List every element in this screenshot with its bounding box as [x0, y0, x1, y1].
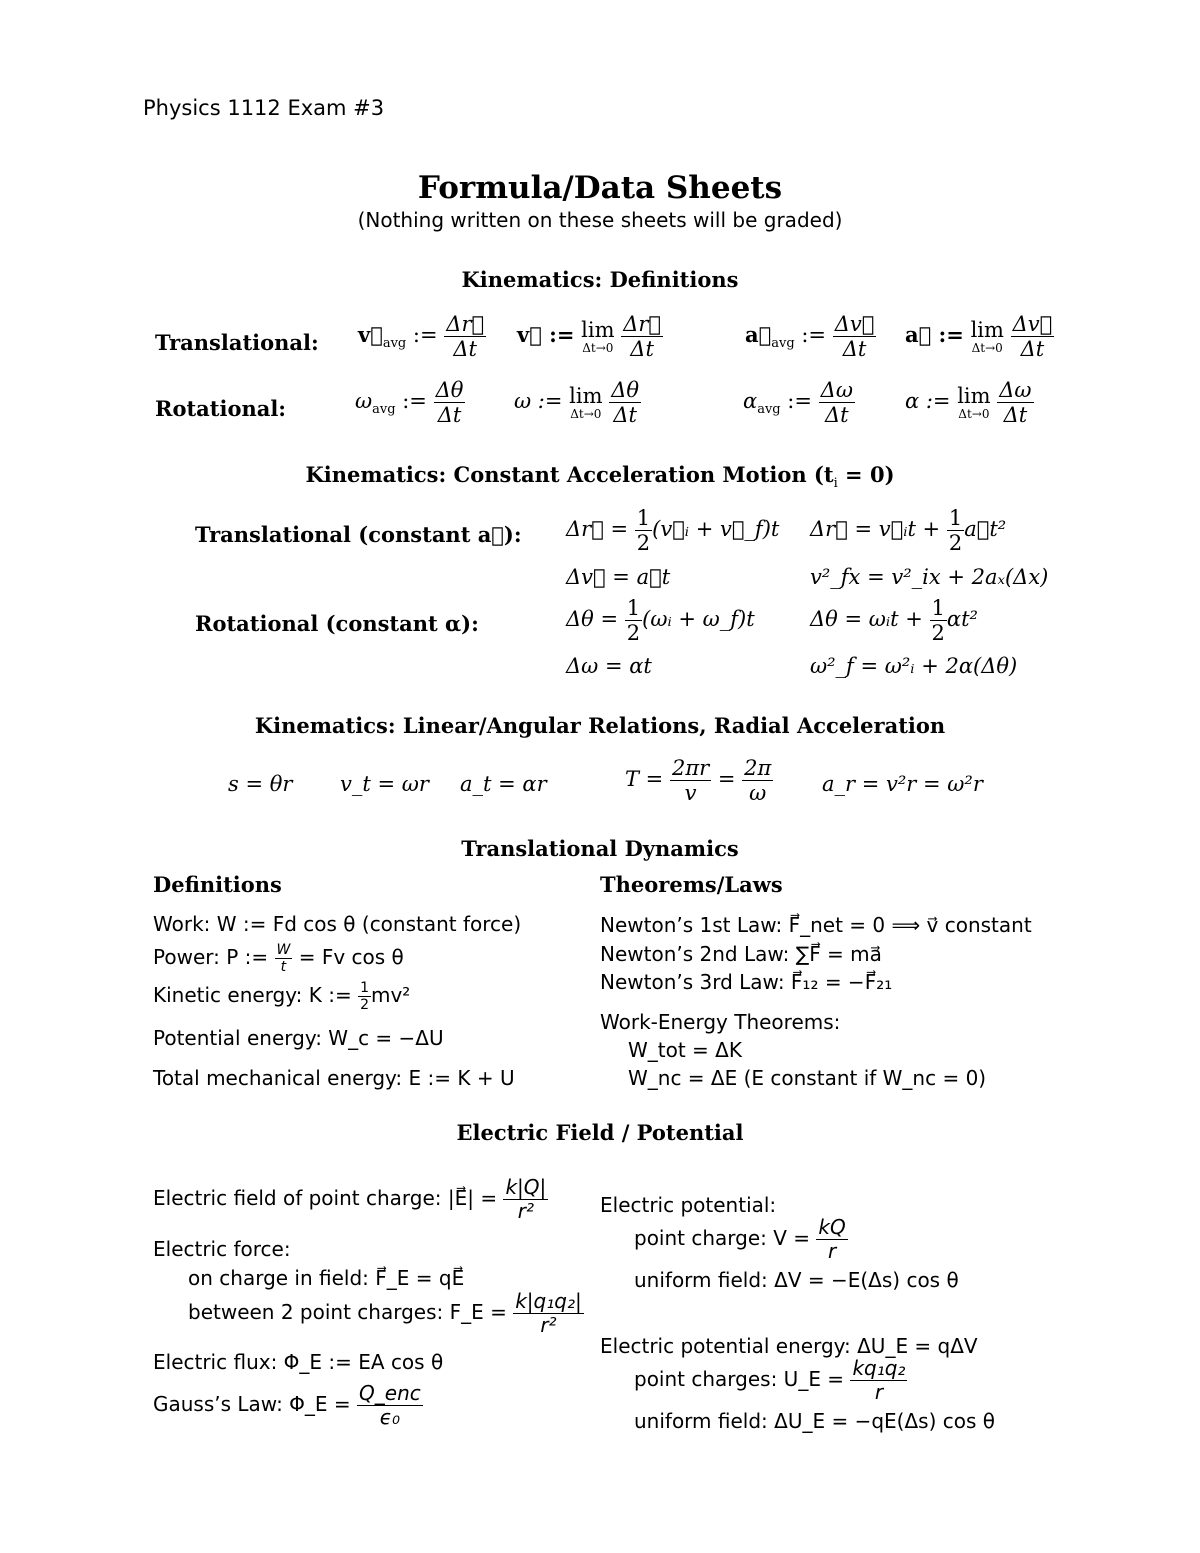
work-energy-theorem-nonconservative: W_nc = ΔE (E constant if W_nc = 0): [628, 1066, 987, 1090]
electric-potential-energy-uniform-field: uniform field: ΔU_E = −qE(Δs) cos θ: [634, 1409, 995, 1433]
newton-second-law: Newton’s 2nd Law: ∑F⃗ = ma⃗: [600, 942, 882, 966]
electric-potential-point-charge: point charge: V = $\frac{kQ}{r}$: [634, 1215, 846, 1263]
rotational-label: Rotational:: [155, 396, 287, 421]
eq-displacement-average: Δr⃗ = $\frac{1}{2}$ (v⃗ᵢ + v⃗_f)t: [566, 506, 780, 556]
eq-tangential-velocity: v_t = ωr: [340, 772, 429, 796]
electric-field-point-charge: Electric field of point charge: |E⃗| = $\frac{k|Q|}{\text{r²}}$: [153, 1175, 547, 1223]
section-heading-kinematics-definitions: Kinematics: Definitions: [461, 267, 739, 292]
eq-velocity-change: Δv⃗ = a⃗t: [566, 565, 671, 589]
section-heading-linear-angular: Kinematics: Linear/Angular Relations, Radial Acceleration: [254, 713, 946, 738]
electric-force-between-charges: between 2 point charges: F_E = $\frac{\text{k|q₁q₂|}}{\text{r²}}$: [188, 1289, 582, 1337]
a-avg-definition: $a⃗_{avg}$ := $\frac{\Delta v⃗}{\Delta t}$: [745, 312, 875, 362]
v-instantaneous-definition: v⃗ := lim Δt→0 $\frac{\Delta r⃗}{\Delta t}$: [517, 312, 662, 362]
course-header: Physics 1112 Exam #3: [143, 96, 385, 120]
translational-constant-label: Translational (constant a⃗):: [195, 522, 522, 547]
rotational-constant-label: Rotational (constant α):: [195, 611, 479, 636]
electric-force-label: Electric force:: [153, 1237, 291, 1261]
gauss-law: Gauss’s Law: Φ_E = $\frac{\text{Q\_enc}}{\text{ϵ₀}}$: [153, 1381, 421, 1429]
eq-velocity-squared: v²_fx = v²_ix + 2aₓ(Δx): [810, 565, 1049, 589]
work-energy-theorems-label: Work-Energy Theorems:: [600, 1010, 841, 1034]
omega-instantaneous-definition: ω := lim Δt→0 $\frac{\Delta\theta}{\Delta t}$: [514, 378, 640, 428]
a-instantaneous-definition: a⃗ := lim Δt→0 $\frac{\Delta v⃗}{\Delta t}$: [905, 312, 1053, 362]
electric-force-in-field: on charge in field: F⃗_E = qE⃗: [188, 1266, 465, 1290]
newton-first-law: Newton’s 1st Law: F⃗_net = 0 ⟹ v⃗ constant: [600, 913, 1032, 937]
translational-label: Translational:: [155, 330, 319, 355]
eq-omega-change: Δω = αt: [566, 654, 652, 678]
power-definition: Power: P := $\frac{W}{t}$ = Fv cos θ: [153, 942, 404, 976]
definitions-heading: Definitions: [153, 872, 282, 897]
kinetic-energy-definition: Kinetic energy: K := $\frac{1}{2}$ mv²: [153, 980, 411, 1014]
work-definition: Work: W := Fd cos θ (constant force): [153, 912, 522, 936]
newton-third-law: Newton’s 3rd Law: F⃗₁₂ = −F⃗₂₁: [600, 970, 893, 994]
page-subtitle: (Nothing written on these sheets will be graded): [357, 208, 843, 232]
page-title: Formula/Data Sheets: [417, 170, 783, 206]
theorems-heading: Theorems/Laws: [600, 872, 783, 897]
eq-arc-length: s = θr: [228, 772, 293, 796]
eq-displacement-kinematic: Δr⃗ = v⃗ᵢt + $\frac{1}{2}$ a⃗t²: [810, 506, 1007, 556]
eq-period: T = $\frac{2\pi r}{v}$ = $\frac{2\pi}{\omega}$: [625, 756, 772, 806]
electric-potential-energy-label: Electric potential energy: ΔU_E = qΔV: [600, 1334, 978, 1358]
eq-tangential-acceleration: a_t = αr: [460, 772, 547, 796]
omega-avg-definition: $\omega_{avg}$ := $\frac{\Delta\theta}{\Delta t}$: [355, 378, 464, 428]
section-heading-translational-dynamics: Translational Dynamics: [461, 836, 739, 861]
alpha-avg-definition: $\alpha_{avg}$ := $\frac{\Delta\omega}{\Delta t}$: [743, 378, 853, 428]
electric-potential-uniform-field: uniform field: ΔV = −E(Δs) cos θ: [634, 1268, 959, 1292]
eq-omega-squared: ω²_f = ω²ᵢ + 2α(Δθ): [810, 654, 1018, 678]
work-energy-theorem-total: W_tot = ΔK: [628, 1038, 742, 1062]
electric-potential-label: Electric potential:: [600, 1193, 777, 1217]
potential-energy-definition: Potential energy: W_c = −ΔU: [153, 1026, 444, 1050]
eq-radial-acceleration: a_r = v²r = ω²r: [822, 772, 983, 796]
electric-flux: Electric flux: Φ_E := EA cos θ: [153, 1350, 444, 1374]
eq-angle-average: Δθ = $\frac{1}{2}$ (ωᵢ + ω_f)t: [566, 596, 755, 646]
section-heading-constant-acceleration: Kinematics: Constant Acceleration Motion $(t_i = 0)$: [305, 462, 895, 491]
electric-potential-energy-point-charges: point charges: U_E = $\frac{\text{kq₁q₂}}{r}$: [634, 1356, 906, 1404]
total-mechanical-energy-definition: Total mechanical energy: E := K + U: [153, 1066, 515, 1090]
section-heading-electric: Electric Field / Potential: [456, 1120, 744, 1145]
alpha-instantaneous-definition: α := lim Δt→0 $\frac{\Delta\omega}{\Delta t}$: [905, 378, 1032, 428]
eq-angle-kinematic: Δθ = ωᵢt + $\frac{1}{2}$ αt²: [810, 596, 978, 646]
v-avg-definition: $v⃗_{avg}$ := $\frac{\Delta r⃗}{\Delta t}$: [358, 312, 485, 362]
